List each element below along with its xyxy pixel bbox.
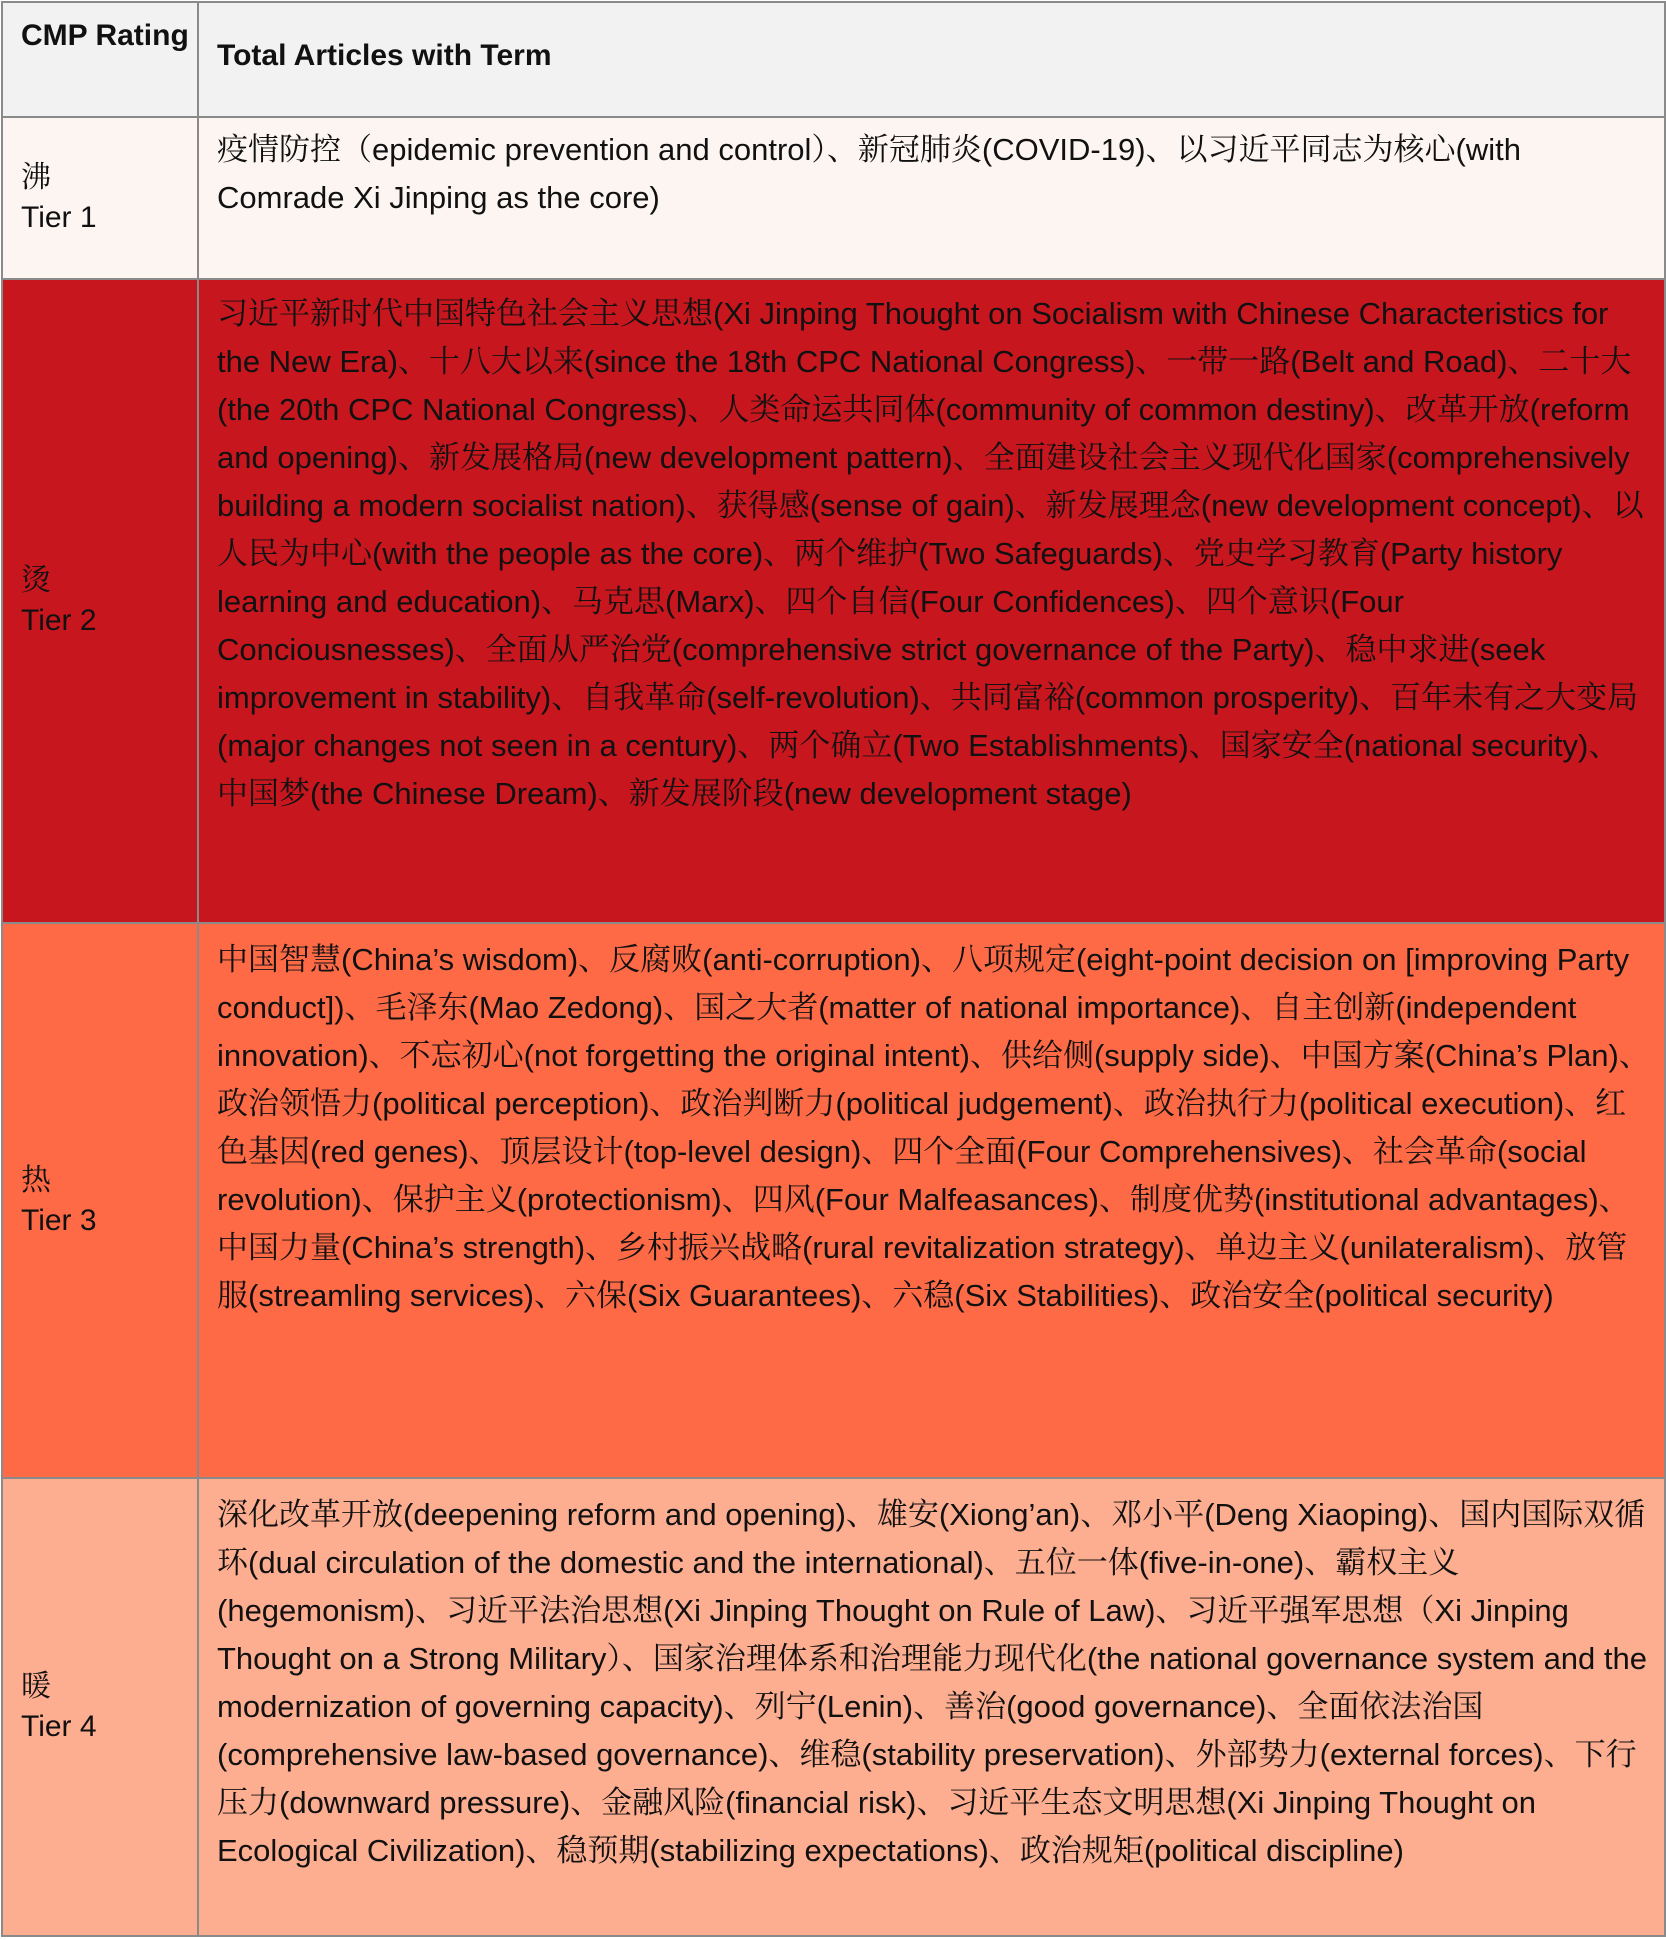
rating-cell-tier-3 <box>2 923 198 1478</box>
rating-tier: Tier 2 <box>21 604 97 637</box>
header-total-articles: Total Articles with Term <box>198 2 1665 117</box>
rating-chinese: 烫 <box>21 564 51 597</box>
rating-chinese: 热 <box>21 1163 51 1197</box>
terms-cell-tier-3: 中国智慧(China’s wisdom)、反腐败(anti-corruption)、八项规定(eight-point decision on [improving Party conduct])、毛泽东(Mao Zedong)、国之大者(matter of national importance)、自主创新(independent innovation)、不忘初心(not forgetting the original intent)、供给侧(supply side)、中国方案(China’s Plan)、政治领悟力(political perception)、政治判断力(political judgement)、政治执行力(political execution)、红色基因(red genes)、顶层设计(top-level design)、四个全面(Four Comprehensives)、社会革命(social revolution)、保护主义(protectionism)、四风(Four Malfeasances)、制度优势(institutional advantages)、中国力量(China’s strength)、乡村振兴战略(rural revitalization strategy)、单边主义(unilateralism)、放管服(streamling services)、六保(Six Guarantees)、六稳(Six Stabilities)、政治安全(political security) <box>198 923 1665 1478</box>
cmp-rating-table <box>1 1 1666 1937</box>
table-row-tier-1 <box>2 117 1665 279</box>
rating-tier: Tier 1 <box>21 201 97 234</box>
header-cmp-rating: CMP Rating <box>2 2 198 117</box>
table-header-row <box>2 2 1665 117</box>
table-row-tier-3 <box>2 923 1665 1478</box>
table-row-tier-2 <box>2 279 1665 923</box>
rating-chinese: 暖 <box>21 1670 51 1703</box>
rating-tier: Tier 4 <box>21 1710 97 1743</box>
table-row-tier-4 <box>2 1478 1665 1936</box>
rating-tier: Tier 3 <box>21 1203 97 1237</box>
terms-cell-tier-1: 疫情防控（epidemic prevention and control）、新冠肺炎(COVID-19)、以习近平同志为核心(with Comrade Xi Jinping as the core) <box>198 117 1665 279</box>
rating-chinese: 沸 <box>21 161 51 194</box>
rating-cell-tier-2 <box>2 279 198 923</box>
terms-cell-tier-2: 习近平新时代中国特色社会主义思想(Xi Jinping Thought on Socialism with Chinese Characteristics for the New Era)、十八大以来(since the 18th CPC National Congress)、一带一路(Belt and Road)、二十大(the 20th CPC National Congress)、人类命运共同体(community of common destiny)、改革开放(reform and opening)、新发展格局(new development pattern)、全面建设社会主义现代化国家(comprehensively building a modern socialist nation)、获得感(sense of gain)、新发展理念(new development concept)、以人民为中心(with the people as the core)、两个维护(Two Safeguards)、党史学习教育(Party history learning and education)、马克思(Marx)、四个自信(Four Confidences)、四个意识(Four Conciousnesses)、全面从严治党(comprehensive strict governance of the Party)、稳中求进(seek improvement in stability)、自我革命(self-revolution)、共同富裕(common prosperity)、百年未有之大变局(major changes not seen in a century)、两个确立(Two Establishments)、国家安全(national security)、中国梦(the Chinese Dream)、新发展阶段(new development stage) <box>198 279 1665 923</box>
rating-cell-tier-4 <box>2 1478 198 1936</box>
rating-cell-tier-1 <box>2 117 198 279</box>
terms-cell-tier-4: 深化改革开放(deepening reform and opening)、雄安(Xiong’an)、邓小平(Deng Xiaoping)、国内国际双循环(dual circulation of the domestic and the international)、五位一体(five-in-one)、霸权主义(hegemonism)、习近平法治思想(Xi Jinping Thought on Rule of Law)、习近平强军思想（Xi Jinping Thought on a Strong Military）、国家治理体系和治理能力现代化(the national governance system and the modernization of governing capacity)、列宁(Lenin)、善治(good governance)、全面依法治国(comprehensive law-based governance)、维稳(stability preservation)、外部势力(external forces)、下行压力(downward pressure)、金融风险(financial risk)、习近平生态文明思想(Xi Jinping Thought on Ecological Civilization)、稳预期(stabilizing expectations)、政治规矩(political discipline) <box>198 1478 1665 1936</box>
